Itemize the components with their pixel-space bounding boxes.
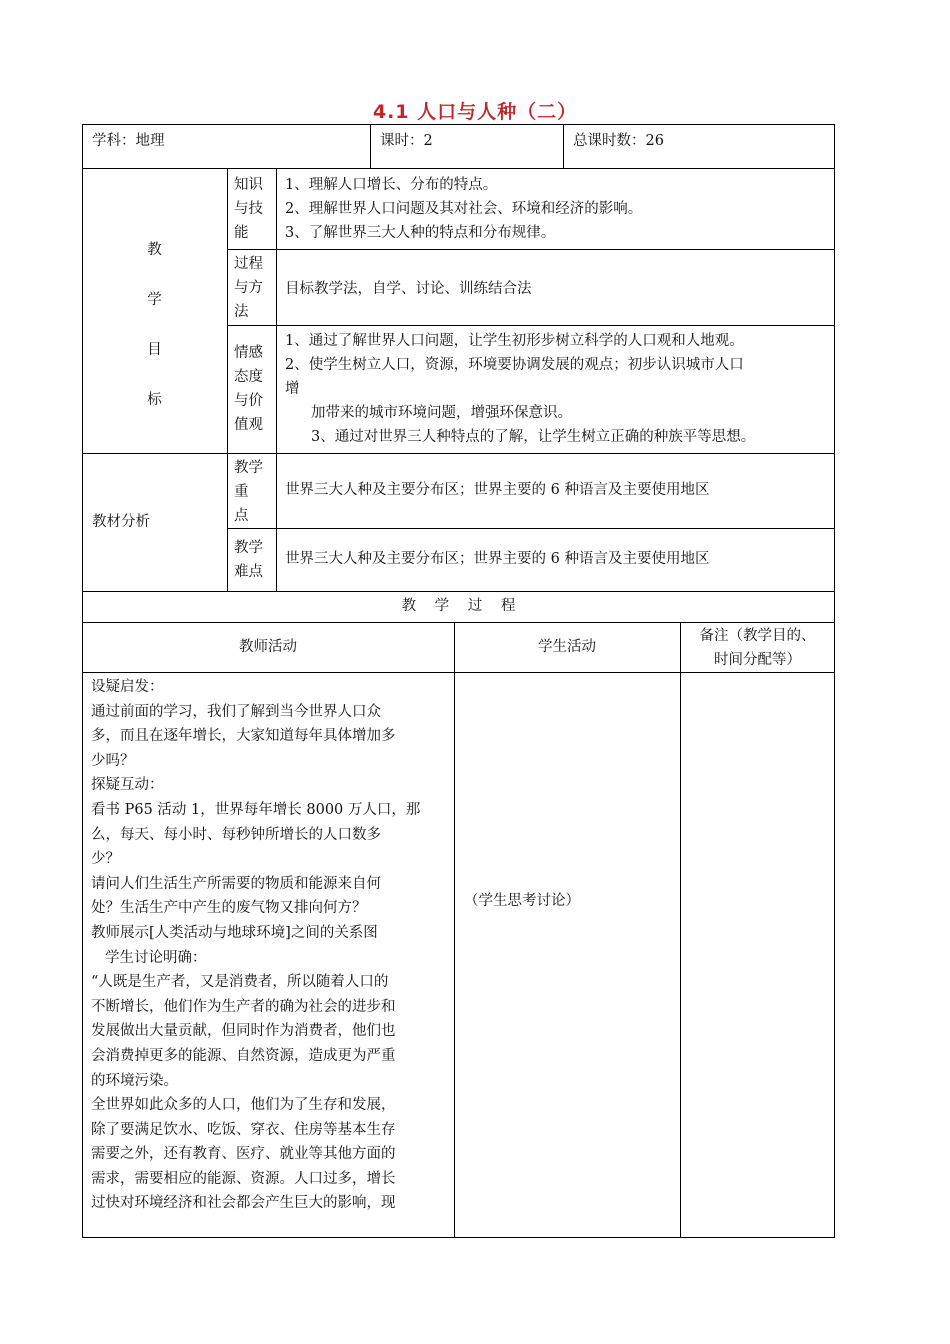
emotion-content	[285, 329, 755, 449]
difficult-points-label	[234, 536, 263, 584]
difficult-points-label-line: 难点	[234, 564, 263, 580]
teacher-column-header: 教师活动	[239, 639, 297, 655]
objectives-label	[82, 225, 227, 425]
key-points-label-line: 重	[234, 484, 249, 500]
difficult-points-content: 世界三大人种及主要分布区；世界主要的 6 种语言及主要使用地区	[285, 551, 710, 567]
emotion-label-line: 与价	[234, 393, 263, 409]
process-label-line: 与方	[234, 280, 263, 296]
key-points-label-line: 教学	[234, 460, 263, 476]
teacher-line: 探疑互动：	[91, 777, 164, 794]
period-cell: 课时：2	[380, 133, 433, 149]
knowledge-label-line: 与技	[234, 201, 263, 217]
teacher-line: 教师展示[人类活动与地球环境]之间的关系图	[91, 924, 378, 941]
teacher-line: 除了要满足饮水、吃饭、穿衣、住房等基本生存	[91, 1121, 396, 1138]
teacher-activity-content	[91, 675, 451, 1216]
knowledge-content	[285, 173, 642, 245]
teacher-line: 通过前面的学习，我们了解到当今世界人口众	[91, 703, 381, 720]
page-title: 4.1 人口与人种（二）	[372, 101, 578, 123]
teacher-line: 多，而且在逐年增长，大家知道每年具体增加多	[91, 728, 396, 745]
teacher-line: 发展做出大量贡献，但同时作为消费者，他们也	[91, 1023, 396, 1040]
teacher-line: 么，每天、每小时、每秒钟所增长的人口数多	[91, 826, 381, 843]
teacher-line: 会消费掉更多的能源、自然资源，造成更为严重	[91, 1047, 396, 1064]
knowledge-label	[234, 173, 263, 245]
key-points-content: 世界三大人种及主要分布区；世界主要的 6 种语言及主要使用地区	[285, 482, 710, 498]
emotion-label-line: 值观	[234, 417, 263, 433]
process-heading: 教 学 过 程	[401, 598, 516, 614]
total-periods-cell: 总课时数：26	[573, 133, 664, 149]
objectives-label-char: 标	[147, 392, 162, 408]
teacher-line: 少？	[91, 851, 120, 868]
teacher-line: 过快对环境经济和社会都会产生巨大的影响，现	[91, 1195, 396, 1212]
process-content: 目标教学法，自学、讨论、训练结合法	[285, 281, 532, 297]
knowledge-line: 3、了解世界三大人种的特点和分布规律。	[285, 225, 556, 241]
teacher-line: 学生讨论明确：	[105, 949, 207, 966]
knowledge-line: 2、理解世界人口问题及其对社会、环境和经济的影响。	[285, 201, 643, 217]
teacher-line: 处？生活生产中产生的废气物又排向何方？	[91, 900, 367, 917]
emotion-line: 加带来的城市环境问题，增强环保意识。	[311, 405, 572, 421]
emotion-line: 3、通过对世界三人种特点的了解，让学生树立正确的种族平等思想。	[311, 429, 756, 445]
student-activity-content: （学生思考讨论）	[464, 893, 580, 909]
subject-cell: 学科：地理	[92, 133, 165, 149]
objectives-label-char: 学	[147, 292, 162, 308]
emotion-label-line: 态度	[234, 369, 263, 385]
teacher-line: 请问人们生活生产所需要的物质和能源来自何	[91, 875, 381, 892]
notes-header-line: 备注（教学目的、	[699, 628, 816, 644]
emotion-label-line: 情感	[234, 345, 263, 361]
emotion-line: 1、通过了解世界人口问题，让学生初形步树立科学的人口观和人地观。	[285, 333, 744, 349]
process-label-line: 过程	[234, 256, 263, 272]
notes-header-line: 时间分配等）	[714, 652, 801, 668]
teacher-line: 不断增长，他们作为生产者的确为社会的进步和	[91, 998, 396, 1015]
emotion-line: 增	[285, 381, 300, 397]
teacher-line: 设疑启发：	[91, 679, 164, 695]
teacher-line: “人既是生产者，又是消费者，所以随着人口的	[91, 974, 389, 991]
notes-column-header	[680, 624, 835, 672]
teacher-line: 需求，需要相应的能源、资源。人口过多，增长	[91, 1170, 396, 1187]
knowledge-line: 1、理解人口增长、分布的特点。	[285, 177, 498, 193]
knowledge-label-line: 知识	[234, 177, 263, 193]
key-points-label	[234, 456, 263, 528]
teacher-line: 全世界如此众多的人口，他们为了生存和发展，	[91, 1097, 396, 1114]
analysis-label: 教材分析	[92, 514, 150, 530]
process-label-line: 法	[234, 304, 249, 320]
objectives-label-char: 目	[147, 342, 162, 358]
emotion-line: 2、使学生树立人口，资源，环境要协调发展的观点；初步认识城市人口	[285, 357, 744, 373]
teacher-line: 需要之外，还有教育、医疗、就业等其他方面的	[91, 1146, 396, 1163]
teacher-line: 的环境污染。	[91, 1072, 178, 1089]
knowledge-label-line: 能	[234, 225, 249, 241]
teacher-line: 少吗？	[91, 752, 135, 769]
key-points-label-line: 点	[234, 508, 249, 524]
emotion-label	[234, 341, 263, 437]
objectives-label-char: 教	[147, 242, 162, 258]
process-label	[234, 252, 263, 324]
teacher-line: 看书 P65 活动 1，世界每年增长 8000 万人口，那	[91, 801, 421, 818]
difficult-points-label-line: 教学	[234, 540, 263, 556]
student-column-header: 学生活动	[538, 639, 596, 655]
